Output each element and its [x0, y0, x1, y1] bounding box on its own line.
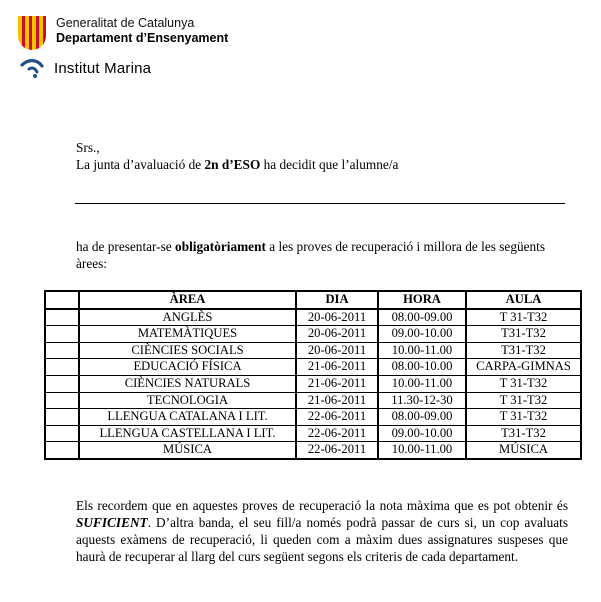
blank-cell [45, 309, 79, 326]
area-cell: MÚSICA [79, 442, 296, 459]
hora-cell: 10.00-11.00 [378, 442, 466, 459]
hora-cell: 11.30-12-30 [378, 392, 466, 409]
course-name: 2n d’ESO [204, 157, 261, 172]
closing-text-end: . D’altra banda, el seu fill/a només podrà passar de curs si, un cop avaluats aquests exàmens de recuperació, li queden com a màxim dues assignatures suspeses que haurà de recuperar al llarg del curs següent segons els criteris de cada departament. [76, 515, 568, 564]
blank-cell [45, 359, 79, 376]
blank-cell [45, 442, 79, 459]
intro-text-start: La junta d’avaluació de [76, 157, 205, 172]
obligation-keyword: obligatòriament [175, 239, 266, 254]
area-cell: MATEMÀTIQUES [79, 326, 296, 343]
dia-header: DIA [296, 291, 378, 309]
dia-cell: 21-06-2011 [296, 359, 378, 376]
school-logo-icon [20, 57, 44, 79]
intro-text-end: ha decidit que l’alumne/a [260, 157, 399, 172]
area-cell: TECNOLOGIA [79, 392, 296, 409]
dia-cell: 20-06-2011 [296, 342, 378, 359]
area-cell: LLENGUA CATALANA I LIT. [79, 409, 296, 426]
letterhead [18, 14, 228, 79]
aula-cell: T 31-T32 [466, 375, 581, 392]
table-row [45, 425, 581, 442]
aula-cell: T 31-T32 [466, 392, 581, 409]
table-row [45, 375, 581, 392]
blank-cell [45, 342, 79, 359]
intro-paragraph [76, 156, 398, 173]
obligation-text-start: ha de presentar-se [76, 239, 176, 254]
area-cell: CIÈNCIES NATURALS [79, 375, 296, 392]
dia-cell: 22-06-2011 [296, 425, 378, 442]
aula-cell: T 31-T32 [466, 409, 581, 426]
blank-cell [45, 409, 79, 426]
aula-cell: T31-T32 [466, 326, 581, 343]
maximum-grade: SUFICIENT [76, 515, 148, 530]
hora-cell: 09.00-10.00 [378, 326, 466, 343]
dia-cell: 21-06-2011 [296, 392, 378, 409]
blank-cell [45, 425, 79, 442]
government-name: Generalitat de Catalunya [56, 16, 195, 30]
closing-text-start: Els recordem que en aquestes proves de recuperació la nota màxima que es pot obtenir és [76, 498, 568, 513]
blank-cell [45, 326, 79, 343]
table-row [45, 309, 581, 326]
area-header: ÀREA [79, 291, 296, 309]
hora-cell: 08.00-09.00 [378, 409, 466, 426]
area-cell: CIÈNCIES SOCIALS [79, 342, 296, 359]
table-row [45, 326, 581, 343]
school-name: Institut Marina [54, 59, 152, 77]
generalitat-text [56, 16, 228, 46]
obligation-text-end: a les proves de recuperació i millora de les següents àrees: [76, 239, 546, 271]
dia-cell: 22-06-2011 [296, 409, 378, 426]
hora-header: HORA [378, 291, 466, 309]
aula-cell: T 31-T32 [466, 309, 581, 326]
dia-cell: 22-06-2011 [296, 442, 378, 459]
department-name: Departament d’Ensenyament [56, 31, 229, 45]
aula-cell: CARPA-GIMNAS [466, 359, 581, 376]
area-cell: LLENGUA CASTELLANA I LIT. [79, 425, 296, 442]
area-cell: EDUCACIÓ FÍSICA [79, 359, 296, 376]
greeting: Srs., [76, 140, 100, 155]
school-logo [18, 57, 228, 79]
exam-schedule-table [44, 290, 582, 460]
table-row [45, 342, 581, 359]
area-cell: ANGLÈS [79, 309, 296, 326]
table-row [45, 442, 581, 459]
generalitat-logo [18, 14, 228, 50]
student-name-line [75, 203, 565, 204]
hora-cell: 08.00-09.00 [378, 309, 466, 326]
senyera-icon [18, 16, 46, 50]
table-row [45, 409, 581, 426]
dia-cell: 20-06-2011 [296, 326, 378, 343]
blank-header-cell [45, 291, 79, 309]
obligation-paragraph [76, 238, 571, 272]
table-row [45, 392, 581, 409]
aula-cell: T31-T32 [466, 342, 581, 359]
blank-cell [45, 392, 79, 409]
aula-cell: MÚSICA [466, 442, 581, 459]
hora-cell: 08.00-10.00 [378, 359, 466, 376]
table-body [45, 309, 581, 459]
hora-cell: 10.00-11.00 [378, 342, 466, 359]
table-row [45, 359, 581, 376]
dia-cell: 20-06-2011 [296, 309, 378, 326]
aula-header: AULA [466, 291, 581, 309]
hora-cell: 10.00-11.00 [378, 375, 466, 392]
aula-cell: T31-T32 [466, 425, 581, 442]
closing-paragraph [76, 497, 568, 565]
table-header-row [45, 291, 581, 309]
dia-cell: 21-06-2011 [296, 375, 378, 392]
blank-cell [45, 375, 79, 392]
hora-cell: 09.00-10.00 [378, 425, 466, 442]
